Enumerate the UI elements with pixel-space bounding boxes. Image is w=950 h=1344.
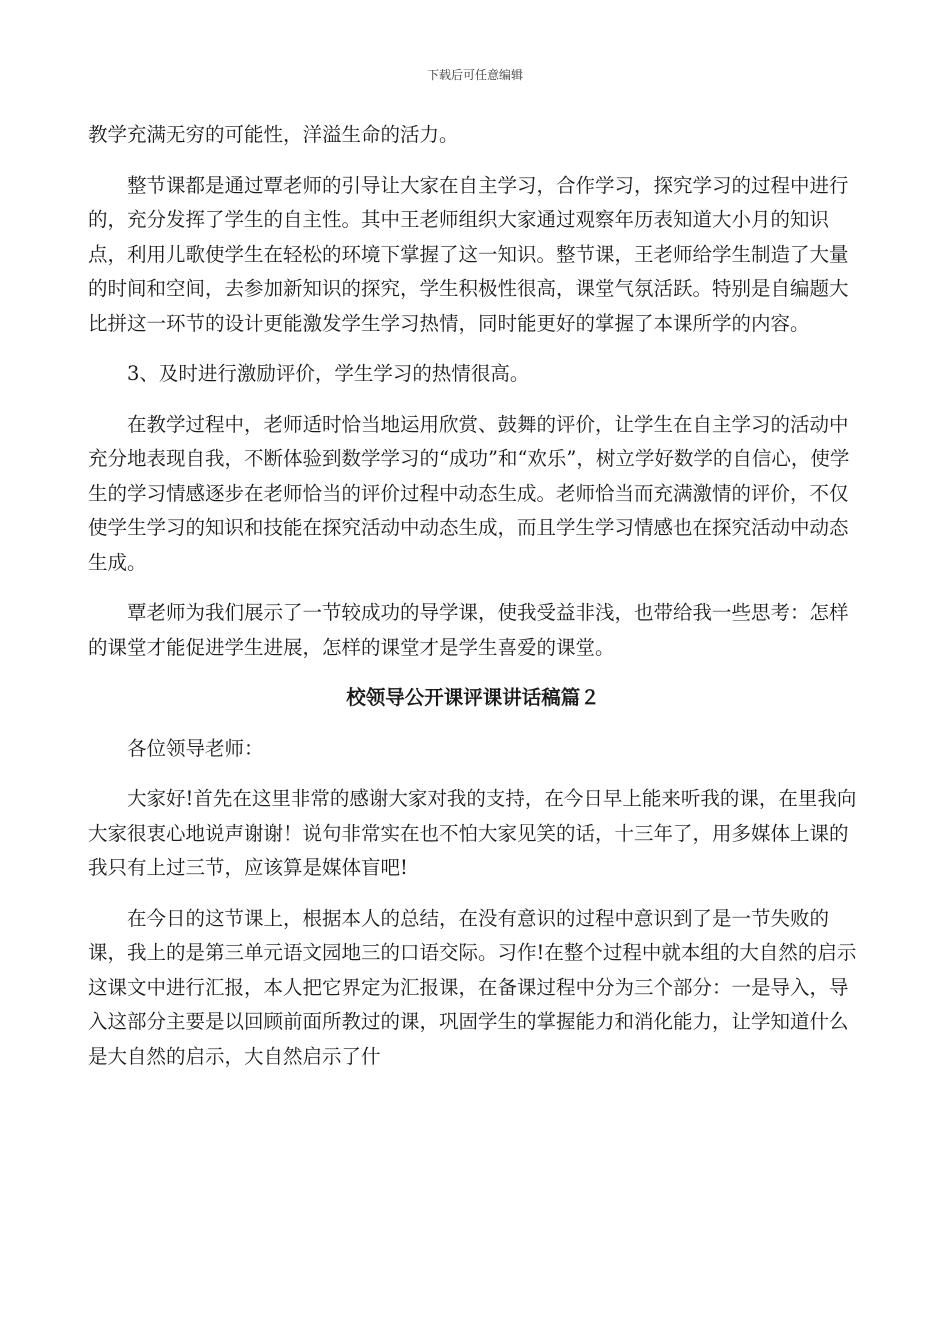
paragraph: 整节课都是通过覃老师的引导让大家在自主学习，合作学习，探究学习的过程中进行的，充分发挥了学生的自主性。其中王老师组织大家通过观察年历表知道大小月的知识点，利用儿歌使学生在轻松的环境下掌握了这一知识。整节课，王老师给学生制造了大量的时间和空间，去参加新知识的探究，学生积极性很高，课堂气氛活跃。特别是自编题大比拼这一环节的设计更能激发学生学习热情，同时能更好的掌握了本课所学的内容。 xyxy=(88,173,849,335)
paragraph: 覃老师为我们展示了一节较成功的导学课，使我受益非浅，也带给我一些思考：怎样的课堂才能促进学生进展，怎样的课堂才是学生喜爱的课堂。 xyxy=(88,601,849,659)
paragraph: 在今日的这节课上，根据本人的总结，在没有意识的过程中意识到了是一节失败的课，我上的是第三单元语文园地三的口语交际。习作!在整个过程中就本组的大自然的启示这课文中进行汇报，本人把它界定为汇报课，在备课过程中分为三个部分：一是导入，导入这部分主要是以回顾前面所教过的课，巩固学生的掌握能力和消化能力，让学知道什么是大自然的启示，大自然启示了什 xyxy=(88,906,857,1068)
page-header: 下载后可任意编辑 xyxy=(426,68,523,82)
section-heading: 校领导公开课评课讲话稿篇２ xyxy=(346,686,600,709)
paragraph: 3、及时进行激励评价，学生学习的热情很高。 xyxy=(127,362,530,385)
paragraph: 在教学过程中，老师适时恰当地运用欣赏、鼓舞的评价，让学生在自主学习的活动中充分地表现自我，不断体验到数学学习的“成功”和“欢乐”，树立学好数学的自信心，使学生的学习情感逐步在老师恰当的评价过程中动态生成。老师恰当而充满激情的评价，不仅使学生学习的知识和技能在探究活动中动态生成，而且学生学习情感也在探究活动中动态生成。 xyxy=(88,412,850,574)
document-body xyxy=(88,118,858,1090)
paragraph: 大家好!首先在这里非常的感谢大家对我的支持，在今日早上能来听我的课，在里我向大家很衷心地说声谢谢！说句非常实在也不怕大家见笑的话，十三年了，用多媒体上课的我只有上过三节，应该算是媒体盲吧! xyxy=(88,787,857,879)
salutation: 各位领导老师： xyxy=(127,736,264,760)
paragraph: 教学充满无穷的可能性，洋溢生命的活力。 xyxy=(88,123,459,146)
